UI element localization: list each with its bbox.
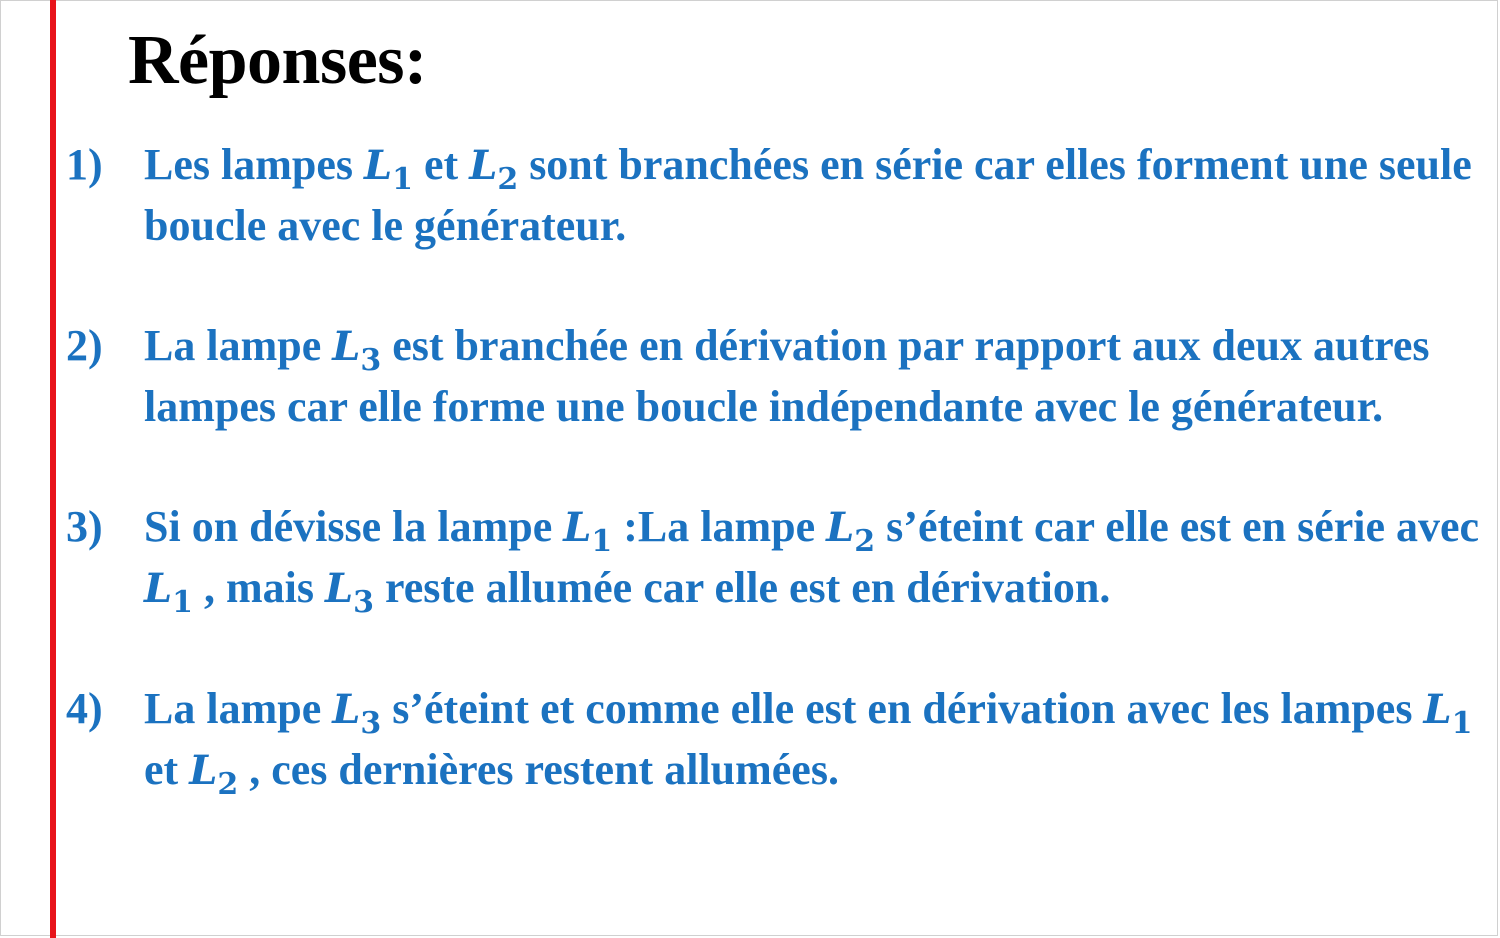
lamp-symbol: [469, 142, 519, 197]
lamp-symbol-letter: L: [1423, 686, 1452, 733]
lamp-symbol-letter: L: [144, 565, 173, 612]
lamp-symbol-letter: L: [364, 142, 393, 189]
lamp-symbol-letter: L: [325, 565, 354, 612]
lamp-symbol: [563, 504, 613, 559]
lamp-symbol: [1423, 686, 1473, 741]
lamp-symbol-index: 2: [217, 767, 239, 802]
answer-text-run: et: [144, 745, 190, 794]
answers-list: [66, 135, 1486, 861]
lamp-symbol-index: 1: [591, 524, 613, 559]
lamp-symbol: [189, 747, 239, 802]
lamp-symbol: [332, 323, 382, 378]
lamp-symbol: [364, 142, 413, 197]
lamp-symbol-letter: L: [826, 504, 855, 551]
lamp-symbol-letter: L: [189, 747, 218, 794]
answer-text: [144, 497, 1486, 619]
answer-text-run: sont branchées en série car elles forment une seule boucle avec le générateur.: [144, 140, 1472, 250]
left-red-rule: [50, 0, 56, 938]
answer-text-run: s’éteint et comme elle est en dérivation avec les lampes: [381, 684, 1424, 733]
lamp-symbol-index: 1: [1451, 706, 1473, 741]
answer-number: 1): [66, 140, 103, 189]
lamp-symbol-index: 3: [360, 706, 382, 741]
answer-text-run: reste allumée car elle est en dérivation.: [374, 563, 1111, 612]
answer-item: [66, 497, 1486, 619]
answer-text-run: La lampe: [144, 684, 333, 733]
answer-text: [144, 679, 1486, 801]
lamp-symbol-letter: L: [469, 142, 498, 189]
answer-text-run: La lampe: [144, 321, 333, 370]
answer-text: [144, 316, 1486, 437]
lamp-symbol: [826, 504, 876, 559]
answer-text-run: :La lampe: [612, 502, 827, 551]
answer-number: 3): [66, 502, 103, 551]
lamp-symbol-letter: L: [563, 504, 592, 551]
answer-text: [144, 135, 1486, 256]
answer-item: [66, 679, 1486, 801]
lamp-symbol-index: 1: [392, 162, 413, 197]
lamp-symbol: [144, 565, 193, 620]
answer-item: [66, 316, 1486, 437]
slide-title: Réponses:: [128, 22, 427, 99]
answer-text-run: est branchée en dérivation par rapport aux deux autres lampes car elle forme une boucle indépendante avec le générateur.: [144, 321, 1430, 431]
lamp-symbol-letter: L: [332, 323, 361, 370]
lamp-symbol: [332, 686, 382, 741]
lamp-symbol-index: 3: [360, 343, 382, 378]
lamp-symbol-index: 2: [854, 524, 876, 559]
answer-text-run: et: [413, 140, 470, 189]
answer-number: 2): [66, 321, 103, 370]
lamp-symbol-index: 1: [172, 585, 193, 620]
answer-number: 4): [66, 684, 103, 733]
answer-item: [66, 135, 1486, 256]
lamp-symbol-index: 3: [353, 585, 374, 620]
lamp-symbol: [325, 565, 374, 620]
answer-text-run: s’éteint car elle est en série avec: [875, 502, 1480, 551]
answer-text-run: Si on dévisse la lampe: [144, 502, 564, 551]
lamp-symbol-letter: L: [332, 686, 361, 733]
lamp-symbol-index: 2: [497, 162, 519, 197]
answer-text-run: Les lampes: [144, 140, 364, 189]
answer-text-run: , mais: [193, 563, 325, 612]
answer-text-run: , ces dernières restent allumées.: [238, 745, 839, 794]
